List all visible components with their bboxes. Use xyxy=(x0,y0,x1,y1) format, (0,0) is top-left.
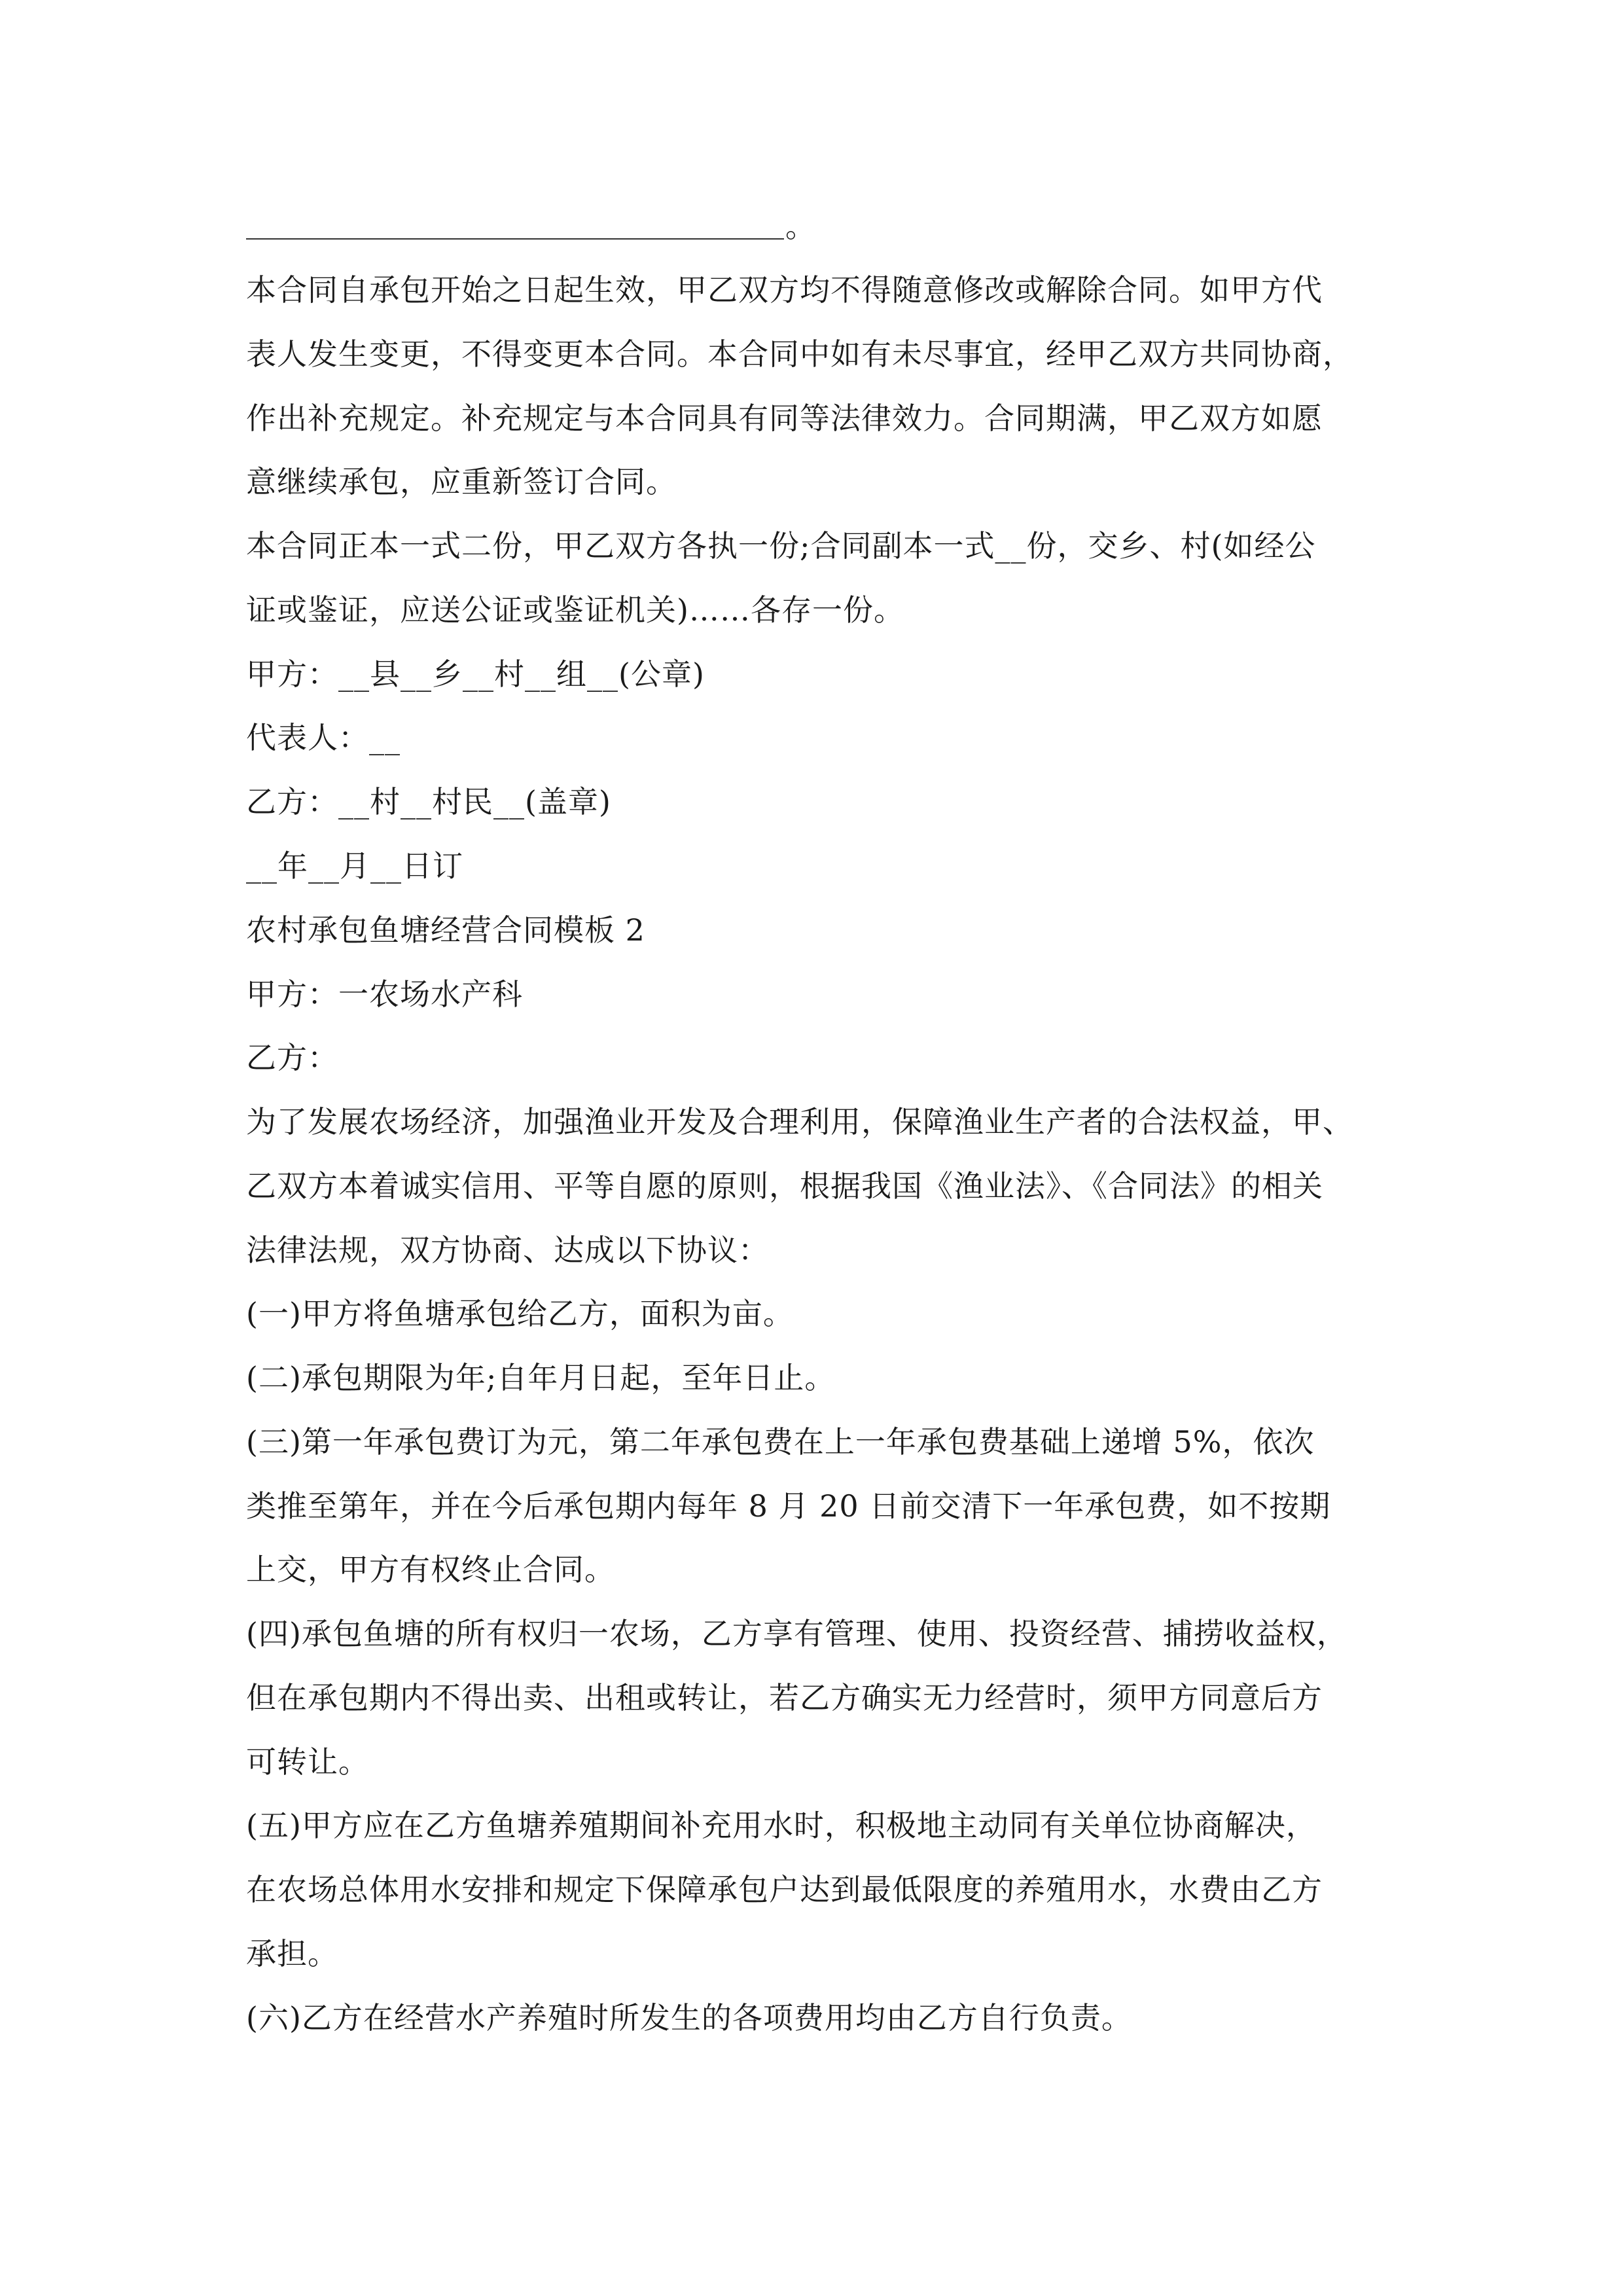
blank-end-mark: 。 xyxy=(785,209,815,244)
clause-2: (二)承包期限为年;自年月日起，至年日止。 xyxy=(246,1360,836,1395)
text-line: 证或鉴证，应送公证或鉴证机关)……各存一份。 xyxy=(246,592,904,628)
text-line: 表人发生变更，不得变更本合同。本合同中如有未尽事宜，经甲乙双方共同协商， xyxy=(246,336,1353,372)
text-line: 意继续承包，应重新签订合同。 xyxy=(246,464,677,499)
clause-4: (四)承包鱼塘的所有权归一农场，乙方享有管理、使用、投资经营、捕捞收益权， xyxy=(246,1616,1347,1651)
signature-representative: 代表人：__ xyxy=(246,720,401,755)
text-line: 上交，甲方有权终止合同。 xyxy=(246,1552,615,1587)
text-line: 但在承包期内不得出卖、出租或转让，若乙方确实无力经营时，须甲方同意后方 xyxy=(246,1680,1323,1715)
clause-3: (三)第一年承包费订为元，第二年承包费在上一年承包费基础上递增 5%，依次 xyxy=(246,1424,1315,1460)
text-line: 类推至第年，并在今后承包期内每年 8 月 20 日前交清下一年承包费，如不按期 xyxy=(246,1488,1331,1524)
party-a: 甲方：一农场水产科 xyxy=(246,977,523,1012)
clause-1: (一)甲方将鱼塘承包给乙方，面积为亩。 xyxy=(246,1296,794,1331)
text-line: 本合同自承包开始之日起生效，甲乙双方均不得随意修改或解除合同。如甲方代 xyxy=(246,272,1323,308)
party-b: 乙方： xyxy=(246,1040,338,1075)
text-line: 本合同正本一式二份，甲乙双方各执一份;合同副本一式__份，交乡、村(如经公 xyxy=(246,528,1316,564)
text-line: 承担。 xyxy=(246,1936,338,1971)
text-line: 可转让。 xyxy=(246,1744,369,1780)
clause-6: (六)乙方在经营水产养殖时所发生的各项费用均由乙方自行负责。 xyxy=(246,2000,1132,2036)
signature-date: __年__月__日订 xyxy=(246,848,463,884)
text-line: 在农场总体用水安排和规定下保障承包户达到最低限度的养殖用水，水费由乙方 xyxy=(246,1872,1323,1907)
text-line: 作出补充规定。补充规定与本合同具有同等法律效力。合同期满，甲乙双方如愿 xyxy=(246,401,1323,436)
clause-5: (五)甲方应在乙方鱼塘养殖期间补充用水时，积极地主动同有关单位协商解决， xyxy=(246,1808,1317,1843)
text-line: 法律法规，双方协商、达成以下协议： xyxy=(246,1232,769,1268)
text-line: 乙双方本着诚实信用、平等自愿的原则，根据我国《渔业法》、《合同法》的相关 xyxy=(246,1168,1323,1204)
signature-party-a: 甲方：__县__乡__村__组__(公章) xyxy=(246,656,705,692)
section-title: 农村承包鱼塘经营合同模板 2 xyxy=(246,912,645,948)
fill-in-blank-line xyxy=(246,238,784,240)
signature-party-b: 乙方：__村__村民__(盖章) xyxy=(246,784,611,819)
text-line: 为了发展农场经济，加强渔业开发及合理利用，保障渔业生产者的合法权益，甲、 xyxy=(246,1104,1353,1139)
